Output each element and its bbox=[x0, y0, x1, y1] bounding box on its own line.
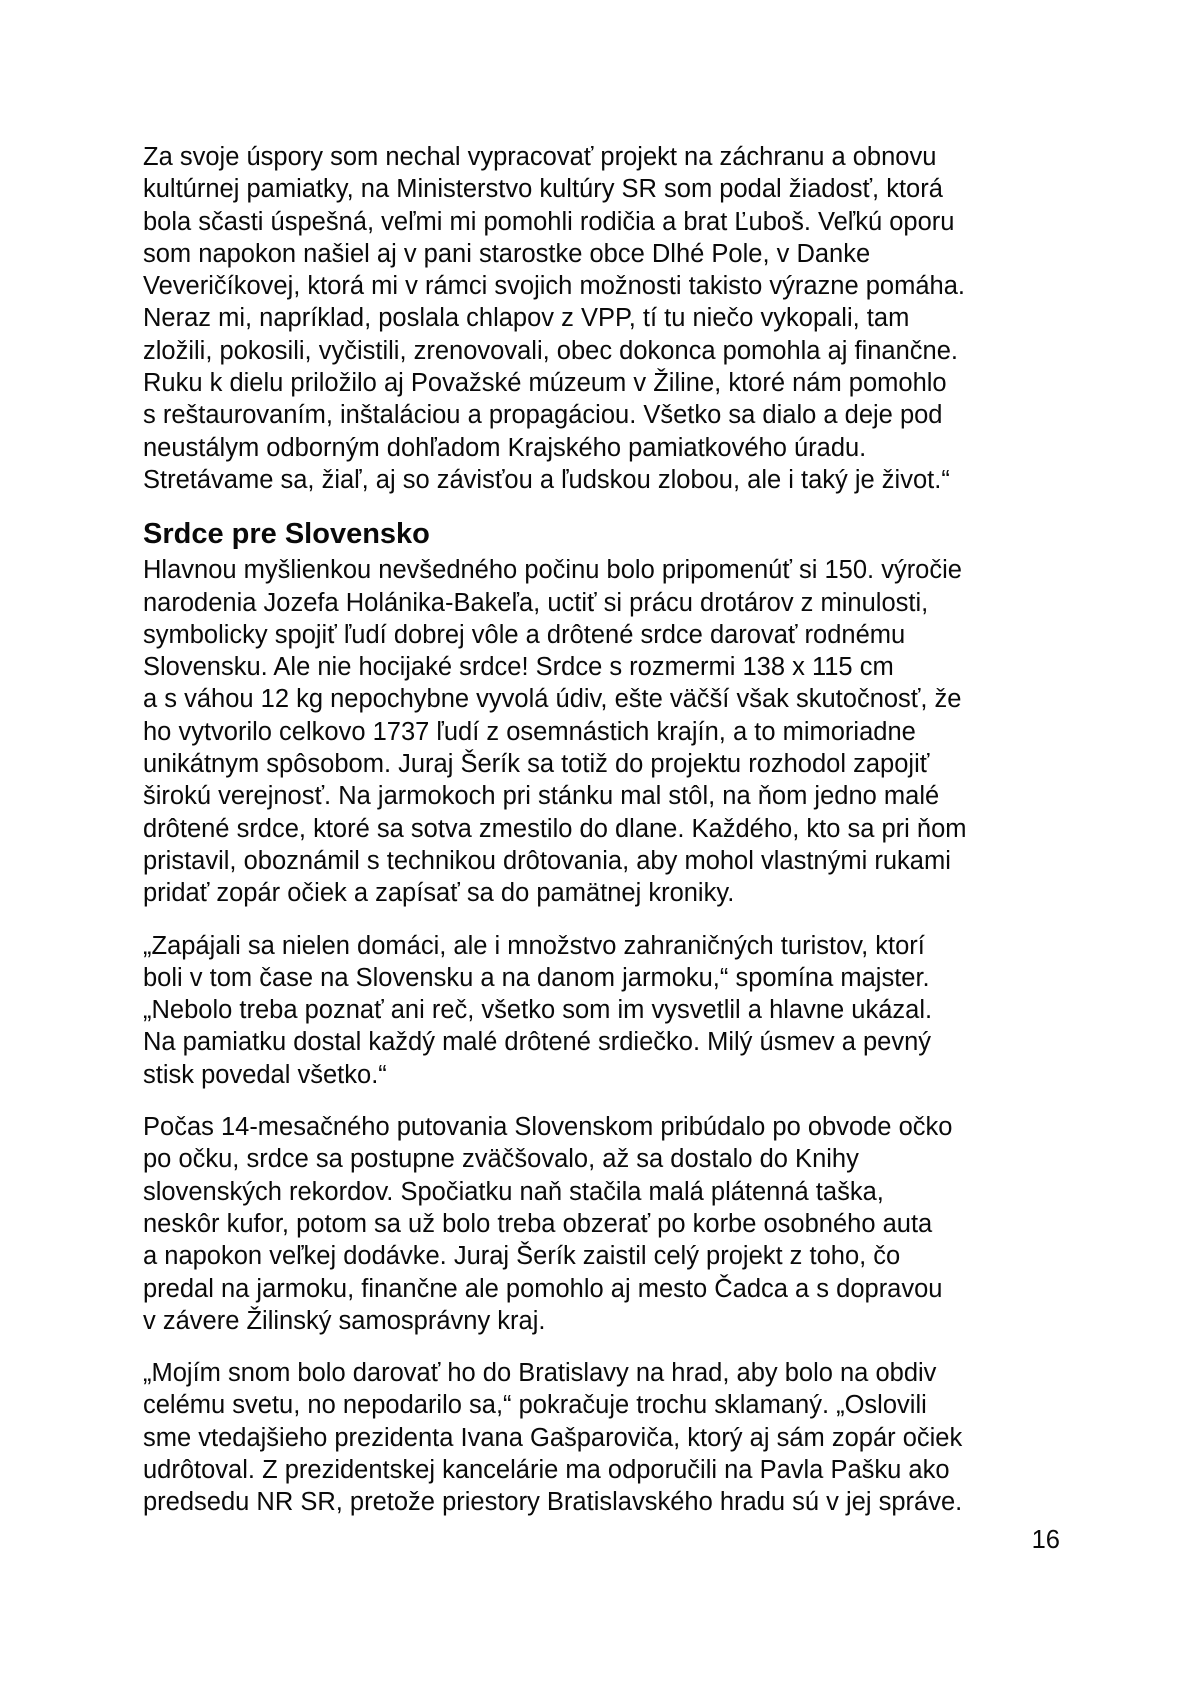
text-line: Stretávame sa, žiaľ, aj so závisťou a ľudskou zlobou, ale i taký je život.“ bbox=[143, 465, 950, 494]
paragraph-quote-tourists bbox=[143, 930, 1063, 1091]
text-line: som napokon našiel aj v pani starostke obce Dlhé Pole, v Danke bbox=[143, 239, 871, 268]
text-line: unikátnym spôsobom. Juraj Šerík sa totiž do projektu rozhodol zapojiť bbox=[143, 750, 930, 779]
text-line: Ruku k dielu priložilo aj Považské múzeum v Žiline, ktoré nám pomohlo bbox=[143, 369, 947, 398]
text-line: Veveričíkovej, ktorá mi v rámci svojich možnosti takisto výrazne pomáha. bbox=[143, 272, 965, 301]
text-line: Neraz mi, napríklad, poslala chlapov z VPP, tí tu niečo vykopali, tam bbox=[143, 304, 910, 333]
paragraph-journey bbox=[143, 1111, 1063, 1337]
text-line: stisk povedal všetko.“ bbox=[143, 1060, 387, 1089]
text-line: Počas 14-mesačného putovania Slovenskom pribúdalo po obvode očko bbox=[143, 1113, 953, 1142]
text-line: kultúrnej pamiatky, na Ministerstvo kultúry SR som podal žiadosť, ktorá bbox=[143, 175, 943, 204]
text-line: symbolicky spojiť ľudí dobrej vôle a drôtené srdce darovať rodnému bbox=[143, 620, 906, 649]
text-line: udrôtoval. Z prezidentskej kancelárie ma odporučili na Pavla Pašku ako bbox=[143, 1455, 950, 1484]
text-line: predsedu NR SR, pretože priestory Bratislavského hradu sú v jej správe. bbox=[143, 1488, 963, 1517]
text-line: „Mojím snom bolo darovať ho do Bratislavy na hrad, aby bolo na obdiv bbox=[143, 1359, 937, 1388]
text-line: a s váhou 12 kg nepochybne vyvolá údiv, ešte väčší však skutočnosť, že bbox=[143, 685, 962, 714]
text-line: celému svetu, no nepodarilo sa,“ pokračuje trochu sklamaný. „Oslovili bbox=[143, 1391, 927, 1420]
text-line: a napokon veľkej dodávke. Juraj Šerík zaistil celý projekt z toho, čo bbox=[143, 1242, 901, 1271]
paragraph-quote-bratislava bbox=[143, 1357, 1063, 1518]
page-number: 16 bbox=[1031, 1526, 1060, 1554]
text-line: ho vytvorilo celkovo 1737 ľudí z osemnástich krajín, a to mimoriadne bbox=[143, 717, 916, 746]
text-line: „Zapájali sa nielen domáci, ale i množstvo zahraničných turistov, ktorí bbox=[143, 931, 925, 960]
text-line: neustálym odborným dohľadom Krajského pamiatkového úradu. bbox=[143, 433, 867, 462]
text-line: Za svoje úspory som nechal vypracovať projekt na záchranu a obnovu bbox=[143, 143, 937, 171]
text-line: narodenia Jozefa Holánika-Bakeľa, uctiť si prácu drotárov z minulosti, bbox=[143, 588, 929, 617]
text-line: predal na jarmoku, finančne ale pomohlo aj mesto Čadca a s dopravou bbox=[143, 1274, 943, 1303]
article-body bbox=[143, 141, 1063, 1539]
paragraph-heart-project bbox=[143, 554, 1063, 909]
paragraph-savings-project bbox=[143, 141, 1063, 496]
text-line: Na pamiatku dostal každý malé drôtené srdiečko. Milý úsmev a pevný bbox=[143, 1028, 932, 1057]
text-line: širokú verejnosť. Na jarmokoch pri stánku mal stôl, na ňom jedno malé bbox=[143, 782, 940, 811]
text-line: po očku, srdce sa postupne zväčšovalo, až sa dostalo do Knihy bbox=[143, 1145, 859, 1174]
text-line: bola sčasti úspešná, veľmi mi pomohli rodičia a brat Ľuboš. Veľkú oporu bbox=[143, 207, 955, 236]
text-line: pridať zopár očiek a zapísať sa do pamätnej kroniky. bbox=[143, 879, 735, 908]
text-line: „Nebolo treba poznať ani reč, všetko som im vysvetlil a hlavne ukázal. bbox=[143, 996, 933, 1025]
text-line: Slovensku. Ale nie hocijaké srdce! Srdce s rozmermi 138 x 115 cm bbox=[143, 653, 894, 682]
text-line: zložili, pokosili, vyčistili, zrenovovali, obec dokonca pomohla aj finančne. bbox=[143, 336, 958, 365]
text-line: s reštaurovaním, inštaláciou a propagáciou. Všetko sa dialo a deje pod bbox=[143, 401, 943, 430]
text-line: slovenských rekordov. Spočiatku naň stačila malá plátenná taška, bbox=[143, 1177, 884, 1206]
text-line: pristavil, oboznámil s technikou drôtovania, aby mohol vlastnými rukami bbox=[143, 846, 951, 875]
text-line: drôtené srdce, ktoré sa sotva zmestilo do dlane. Každého, kto sa pri ňom bbox=[143, 814, 967, 843]
text-line: boli v tom čase na Slovensku a na danom jarmoku,“ spomína majster. bbox=[143, 963, 930, 992]
text-line: v závere Žilinský samosprávny kraj. bbox=[143, 1306, 546, 1335]
text-line: sme vtedajšieho prezidenta Ivana Gašparoviča, ktorý aj sám zopár očiek bbox=[143, 1423, 963, 1452]
text-line: neskôr kufor, potom sa už bolo treba obzerať po korbe osobného auta bbox=[143, 1209, 933, 1238]
text-line: Hlavnou myšlienkou nevšedného počinu bolo pripomenúť si 150. výročie bbox=[143, 556, 962, 585]
section-heading: Srdce pre Slovensko bbox=[143, 518, 430, 551]
